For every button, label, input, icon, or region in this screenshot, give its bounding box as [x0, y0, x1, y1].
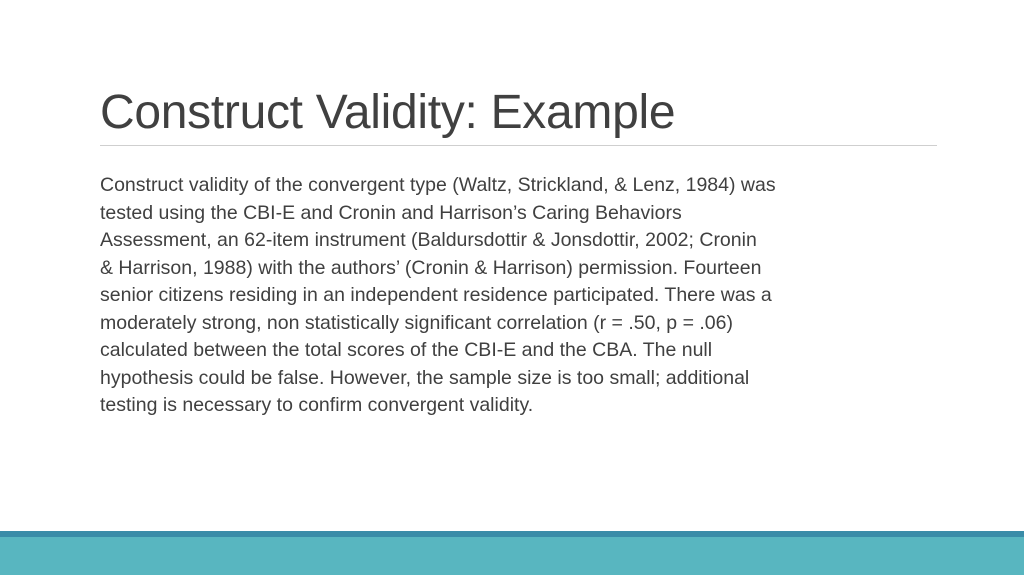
- title-divider: [100, 145, 937, 146]
- footer-band: [0, 537, 1024, 575]
- body-line: calculated between the total scores of the CBI-E and the CBA. The null: [100, 339, 713, 361]
- body-line: Assessment, an 62-item instrument (Baldursdottir & Jonsdottir, 2002; Cronin: [100, 229, 757, 251]
- body-line: senior citizens residing in an independent residence participated. There was a: [100, 284, 772, 306]
- body-line: Construct validity of the convergent type (Waltz, Strickland, & Lenz, 1984) was: [100, 174, 776, 196]
- body-line: moderately strong, non statistically significant correlation (r = .50, p = .06): [100, 311, 733, 334]
- slide-title: Construct Validity: Example: [100, 86, 676, 139]
- slide-body: [100, 172, 912, 420]
- body-line: testing is necessary to confirm convergent validity.: [100, 394, 534, 416]
- body-line: & Harrison, 1988) with the authors’ (Cronin & Harrison) permission. Fourteen: [100, 256, 762, 279]
- body-line: tested using the CBI-E and Cronin and Harrison’s Caring Behaviors: [100, 201, 682, 224]
- body-line: hypothesis could be false. However, the sample size is too small; additional: [100, 366, 750, 389]
